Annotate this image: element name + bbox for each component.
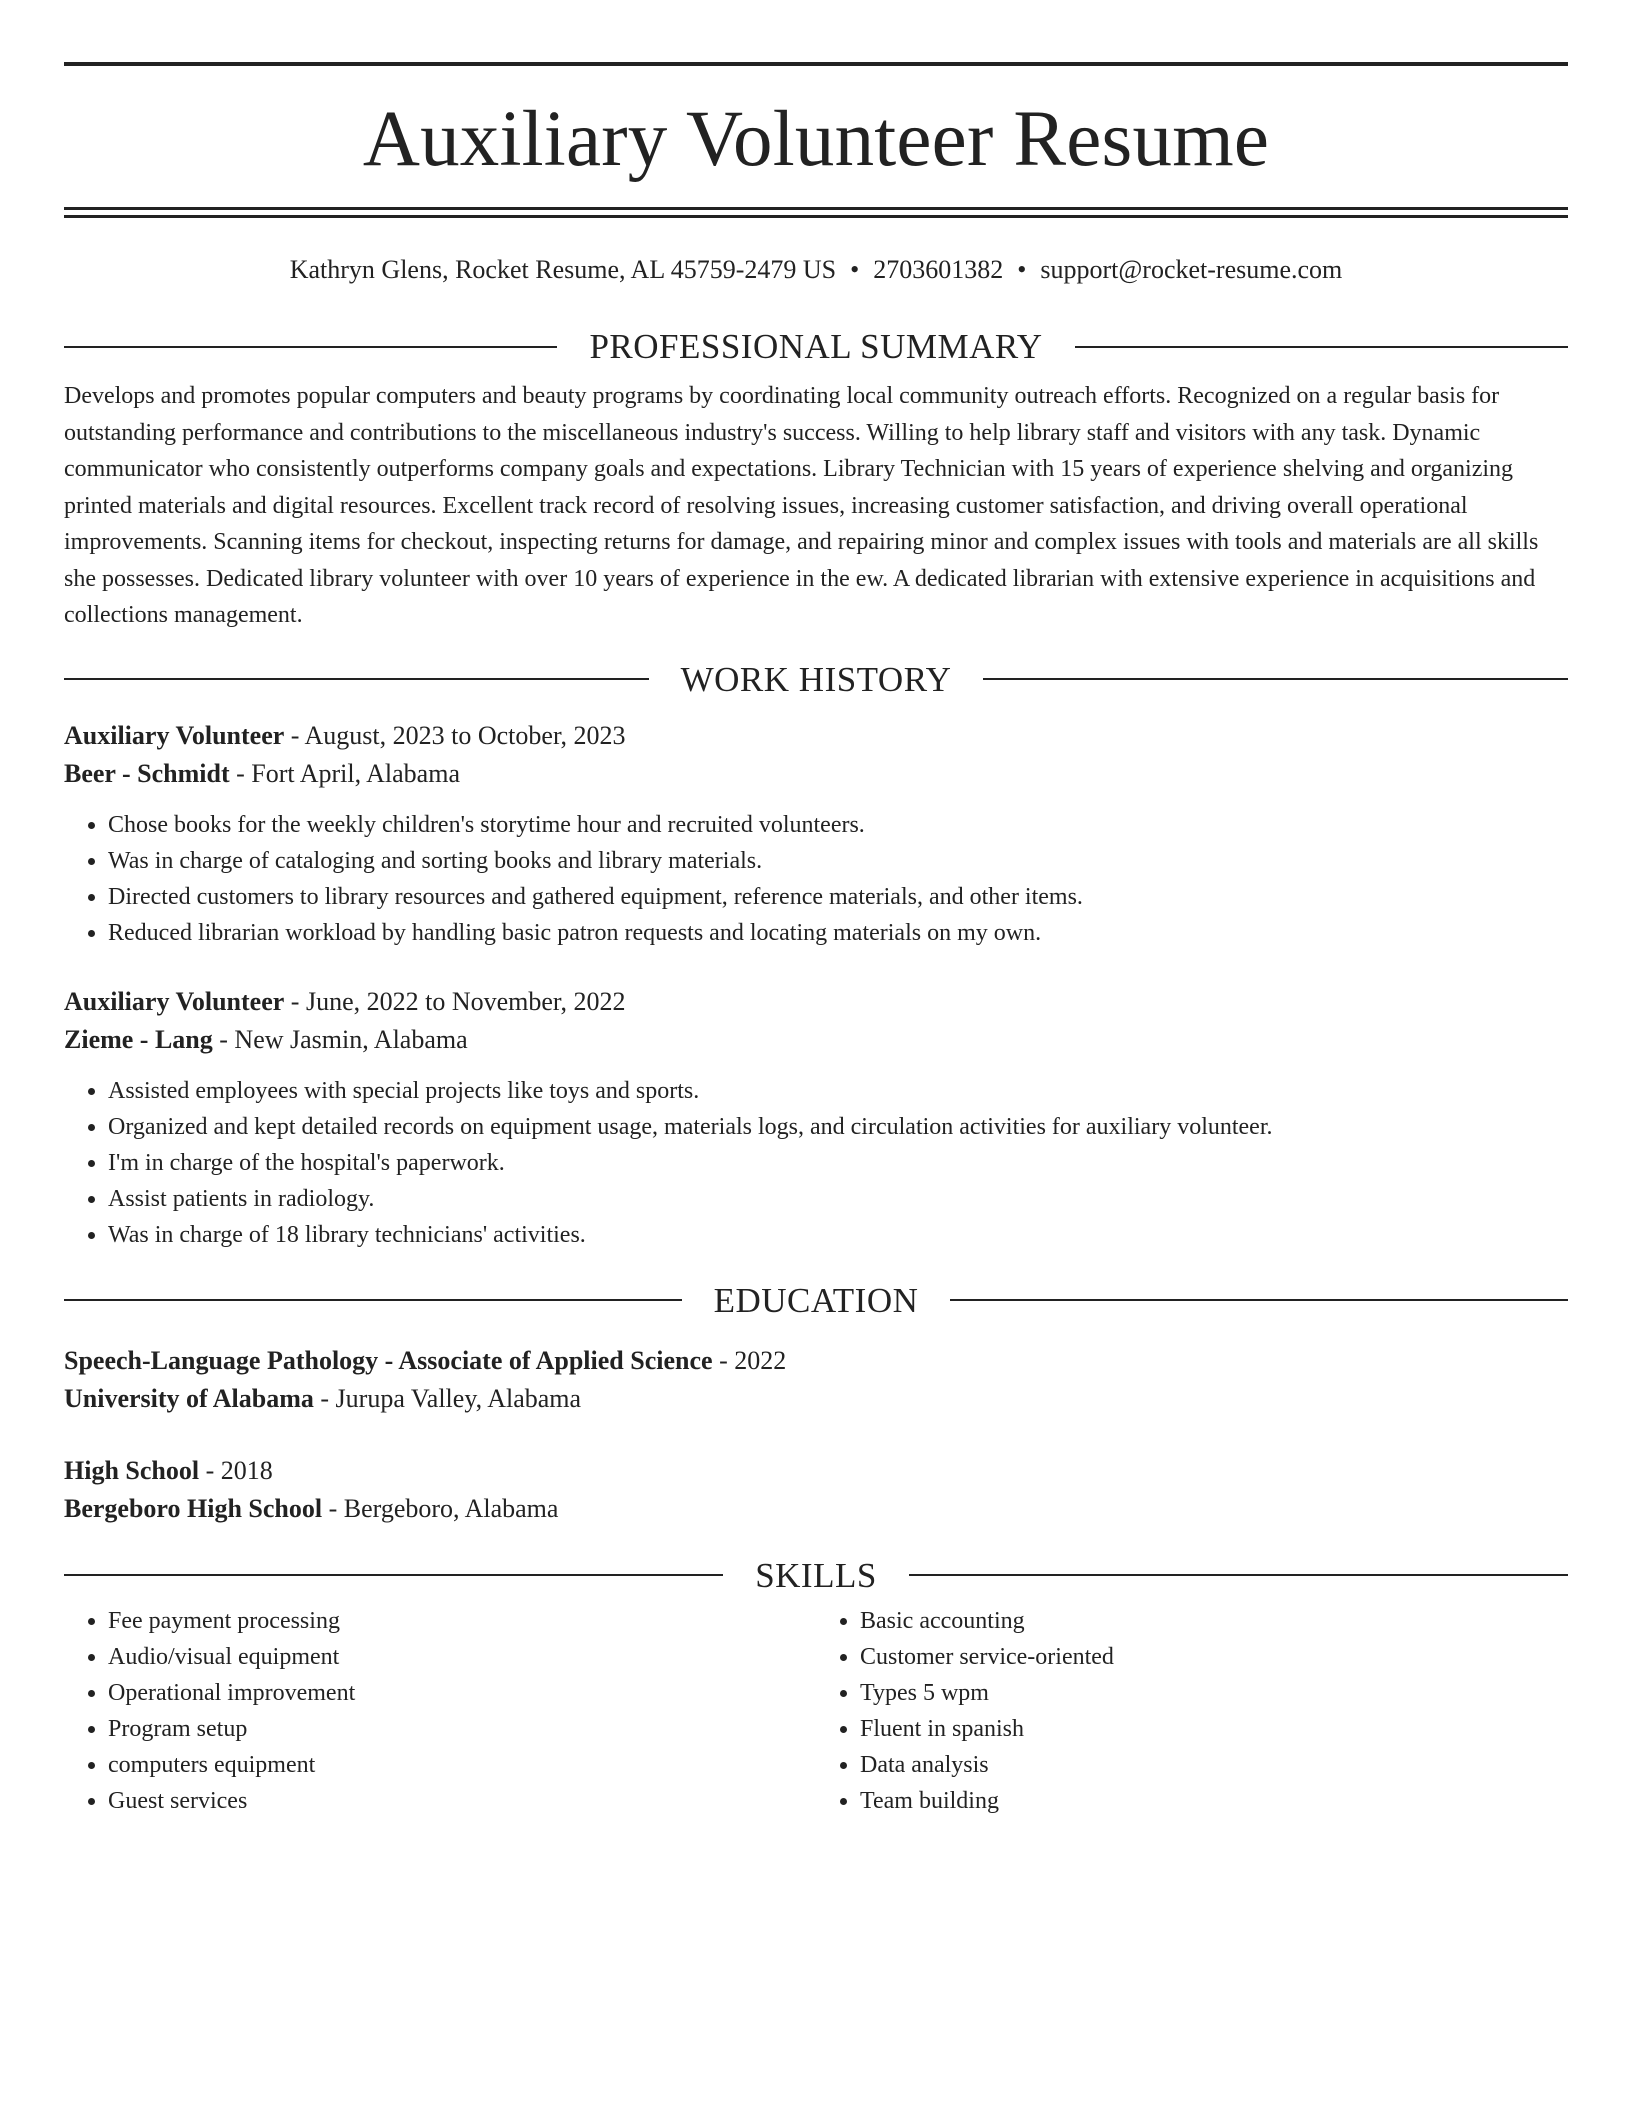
education-degree: Speech-Language Pathology - Associate of Applied Science xyxy=(64,1345,713,1375)
skills-list-right xyxy=(816,1603,1568,1819)
heading-rule xyxy=(64,346,557,348)
list-item: • I'm in charge of the hospital's paperwork. xyxy=(108,1145,1568,1181)
skills-columns xyxy=(64,1603,1568,1819)
list-item: • Audio/visual equipment xyxy=(108,1639,816,1675)
heading-rule xyxy=(950,1299,1568,1301)
job-employer-line xyxy=(64,755,1568,793)
title-double-rule xyxy=(64,207,1568,218)
education-heading-label: EDUCATION xyxy=(713,1280,919,1320)
list-item: • Data analysis xyxy=(860,1747,1568,1783)
list-item: • computers equipment xyxy=(108,1747,816,1783)
summary-text: Develops and promotes popular computers and beauty programs by coordinating local community outreach efforts. Recognized on a regular basis for outstanding performance and contributions to the miscellaneous industry's success. Willing to help library staff and visitors with any task. Dynamic communicator who consistently outperforms company goals and expectations. Library Technician with 15 years of experience shelving and organizing printed materials and digital resources. Excellent track record of resolving issues, increasing customer satisfaction, and driving overall operational improvements. Scanning items for checkout, inspecting returns for damage, and repairing minor and complex issues with tools and materials are all skills she possesses. Dedicated library volunteer with over 10 years of experience in the ew. A dedicated librarian with extensive experience in acquisitions and collections management. xyxy=(64,383,1539,629)
top-rule xyxy=(64,62,1568,66)
work-history-heading-label: WORK HISTORY xyxy=(680,659,952,699)
education-degree-line xyxy=(64,1452,1568,1490)
contact-separator: • xyxy=(1017,255,1027,284)
job-title-line xyxy=(64,717,1568,755)
list-item: • Customer service-oriented xyxy=(860,1639,1568,1675)
education-school-line xyxy=(64,1380,1568,1418)
job-bullets xyxy=(64,1073,1568,1253)
list-item: • Organized and kept detailed records on equipment usage, materials logs, and circulation activities for auxiliary volunteer. xyxy=(108,1109,1568,1145)
list-item: • Team building xyxy=(860,1783,1568,1819)
job-employer-line xyxy=(64,1021,1568,1059)
job-dates: - June, 2022 to November, 2022 xyxy=(284,986,626,1016)
list-item: • Was in charge of 18 library technicians' activities. xyxy=(108,1217,1568,1253)
list-item: • Fee payment processing xyxy=(108,1603,816,1639)
list-item: • Reduced librarian workload by handling basic patron requests and locating materials on my own. xyxy=(108,915,1568,951)
list-item: • Directed customers to library resources and gathered equipment, reference materials, and other items. xyxy=(108,879,1568,915)
contact-address: Kathryn Glens, Rocket Resume, AL 45759-2479 US xyxy=(289,255,837,284)
skills-list-left xyxy=(64,1603,816,1819)
heading-rule xyxy=(64,1299,682,1301)
list-item: • Was in charge of cataloging and sorting books and library materials. xyxy=(108,843,1568,879)
list-item: • Assist patients in radiology. xyxy=(108,1181,1568,1217)
job-entry xyxy=(64,983,1568,1253)
education-location: - Bergeboro, Alabama xyxy=(322,1493,559,1523)
heading-rule xyxy=(909,1574,1568,1576)
heading-rule xyxy=(64,678,649,680)
list-item: • Types 5 wpm xyxy=(860,1675,1568,1711)
education-year: - 2022 xyxy=(712,1345,787,1375)
resume-title: Auxiliary Volunteer Resume xyxy=(362,96,1270,183)
contact-line xyxy=(64,254,1568,285)
job-location: - New Jasmin, Alabama xyxy=(212,1024,468,1054)
job-location: - Fort April, Alabama xyxy=(229,758,460,788)
job-dates: - August, 2023 to October, 2023 xyxy=(284,720,626,750)
job-bullets xyxy=(64,807,1568,951)
education-degree-line xyxy=(64,1342,1568,1380)
list-item: • Chose books for the weekly children's storytime hour and recruited volunteers. xyxy=(108,807,1568,843)
list-item: • Fluent in spanish xyxy=(860,1711,1568,1747)
education-degree: High School xyxy=(64,1455,200,1485)
job-employer: Beer - Schmidt xyxy=(64,758,230,788)
heading-rule xyxy=(983,678,1568,680)
list-item: • Assisted employees with special projects like toys and sports. xyxy=(108,1073,1568,1109)
job-title: Auxiliary Volunteer xyxy=(64,986,285,1016)
education-year: - 2018 xyxy=(199,1455,273,1485)
education-heading xyxy=(64,1280,1568,1320)
education-school-line xyxy=(64,1490,1568,1528)
contact-separator: • xyxy=(850,255,860,284)
job-employer: Zieme - Lang xyxy=(64,1024,213,1054)
education-entry xyxy=(64,1452,1568,1528)
list-item: • Program setup xyxy=(108,1711,816,1747)
job-title: Auxiliary Volunteer xyxy=(64,720,285,750)
summary-heading xyxy=(64,327,1568,367)
skills-heading-label: SKILLS xyxy=(755,1555,877,1595)
job-title-line xyxy=(64,983,1568,1021)
heading-rule xyxy=(64,1574,723,1576)
education-entry xyxy=(64,1342,1568,1418)
summary-heading-label: PROFESSIONAL SUMMARY xyxy=(589,327,1043,367)
job-entry xyxy=(64,717,1568,951)
contact-email: support@rocket-resume.com xyxy=(1040,255,1343,284)
skills-heading xyxy=(64,1555,1568,1595)
contact-phone: 2703601382 xyxy=(873,255,1004,284)
work-history-heading xyxy=(64,659,1568,699)
education-school: University of Alabama xyxy=(64,1383,314,1413)
list-item: • Basic accounting xyxy=(860,1603,1568,1639)
education-location: - Jurupa Valley, Alabama xyxy=(313,1383,582,1413)
education-school: Bergeboro High School xyxy=(64,1493,323,1523)
heading-rule xyxy=(1075,346,1568,348)
list-item: • Guest services xyxy=(108,1783,816,1819)
list-item: • Operational improvement xyxy=(108,1675,816,1711)
